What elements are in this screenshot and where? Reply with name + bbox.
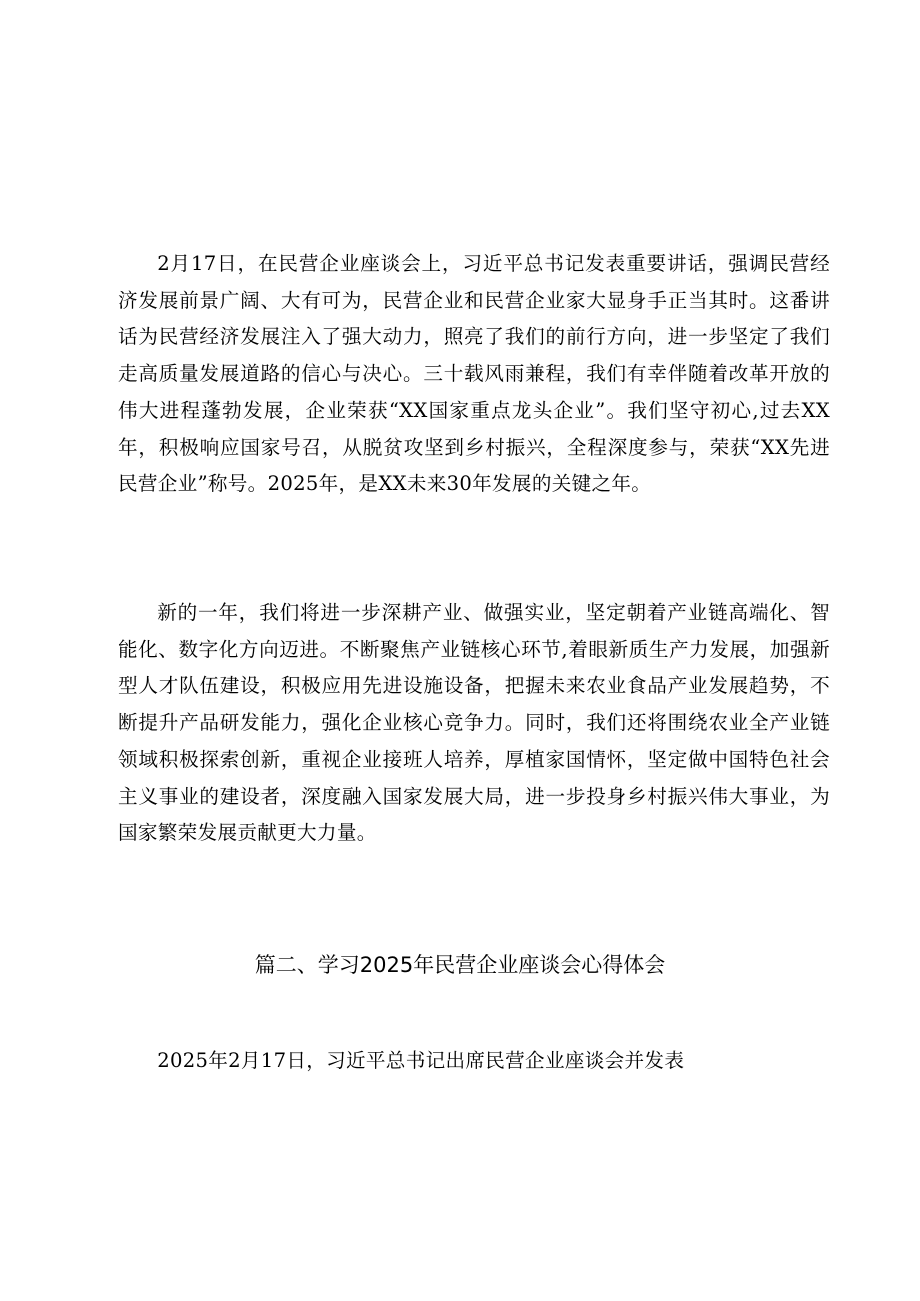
section-heading: 篇二、学习2025年民营企业座谈会心得体会 [254,953,666,977]
paragraph-1: 2月17日，在民营企业座谈会上，习近平总书记发表重要讲话，强调民营经济发展前景广阔、大有可为，民营企业和民营企业家大显身手正当其时。这番讲话为民营经济发展注入了强大动力，照亮了我们的前行方向，进一步坚定了我们走高质量发展道路的信心与决心。三十载风雨兼程，我们有幸伴随着改革开放的伟大进程蓬勃发展，企业荣获“XX国家重点龙头企业”。我们坚守初心,过去XX年，积极响应国家号召，从脱贫攻坚到乡村振兴，全程深度参与，荣获“XX先进民营企业”称号。2025年，是XX未来30年发展的关键之年。 [118,252,830,496]
paragraph-2: 新的一年，我们将进一步深耕产业、做强实业，坚定朝着产业链高端化、智能化、数字化方向迈进。不断聚焦产业链核心环节,着眼新质生产力发展，加强新型人才队伍建设，积极应用先进设施设备，把握未来农业食品产业发展趋势，不断提升产品研发能力，强化企业核心竞争力。同时，我们还将围绕农业全产业链领域积极探索创新，重视企业接班人培养，厚植家国情怀，坚定做中国特色社会主义事业的建设者，深度融入国家发展大局，进一步投身乡村振兴伟大事业，为国家繁荣发展贡献更大力量。 [118,601,830,845]
section-intro-paragraph: 2025年2月17日，习近平总书记出席民营企业座谈会并发表 [157,1049,685,1072]
